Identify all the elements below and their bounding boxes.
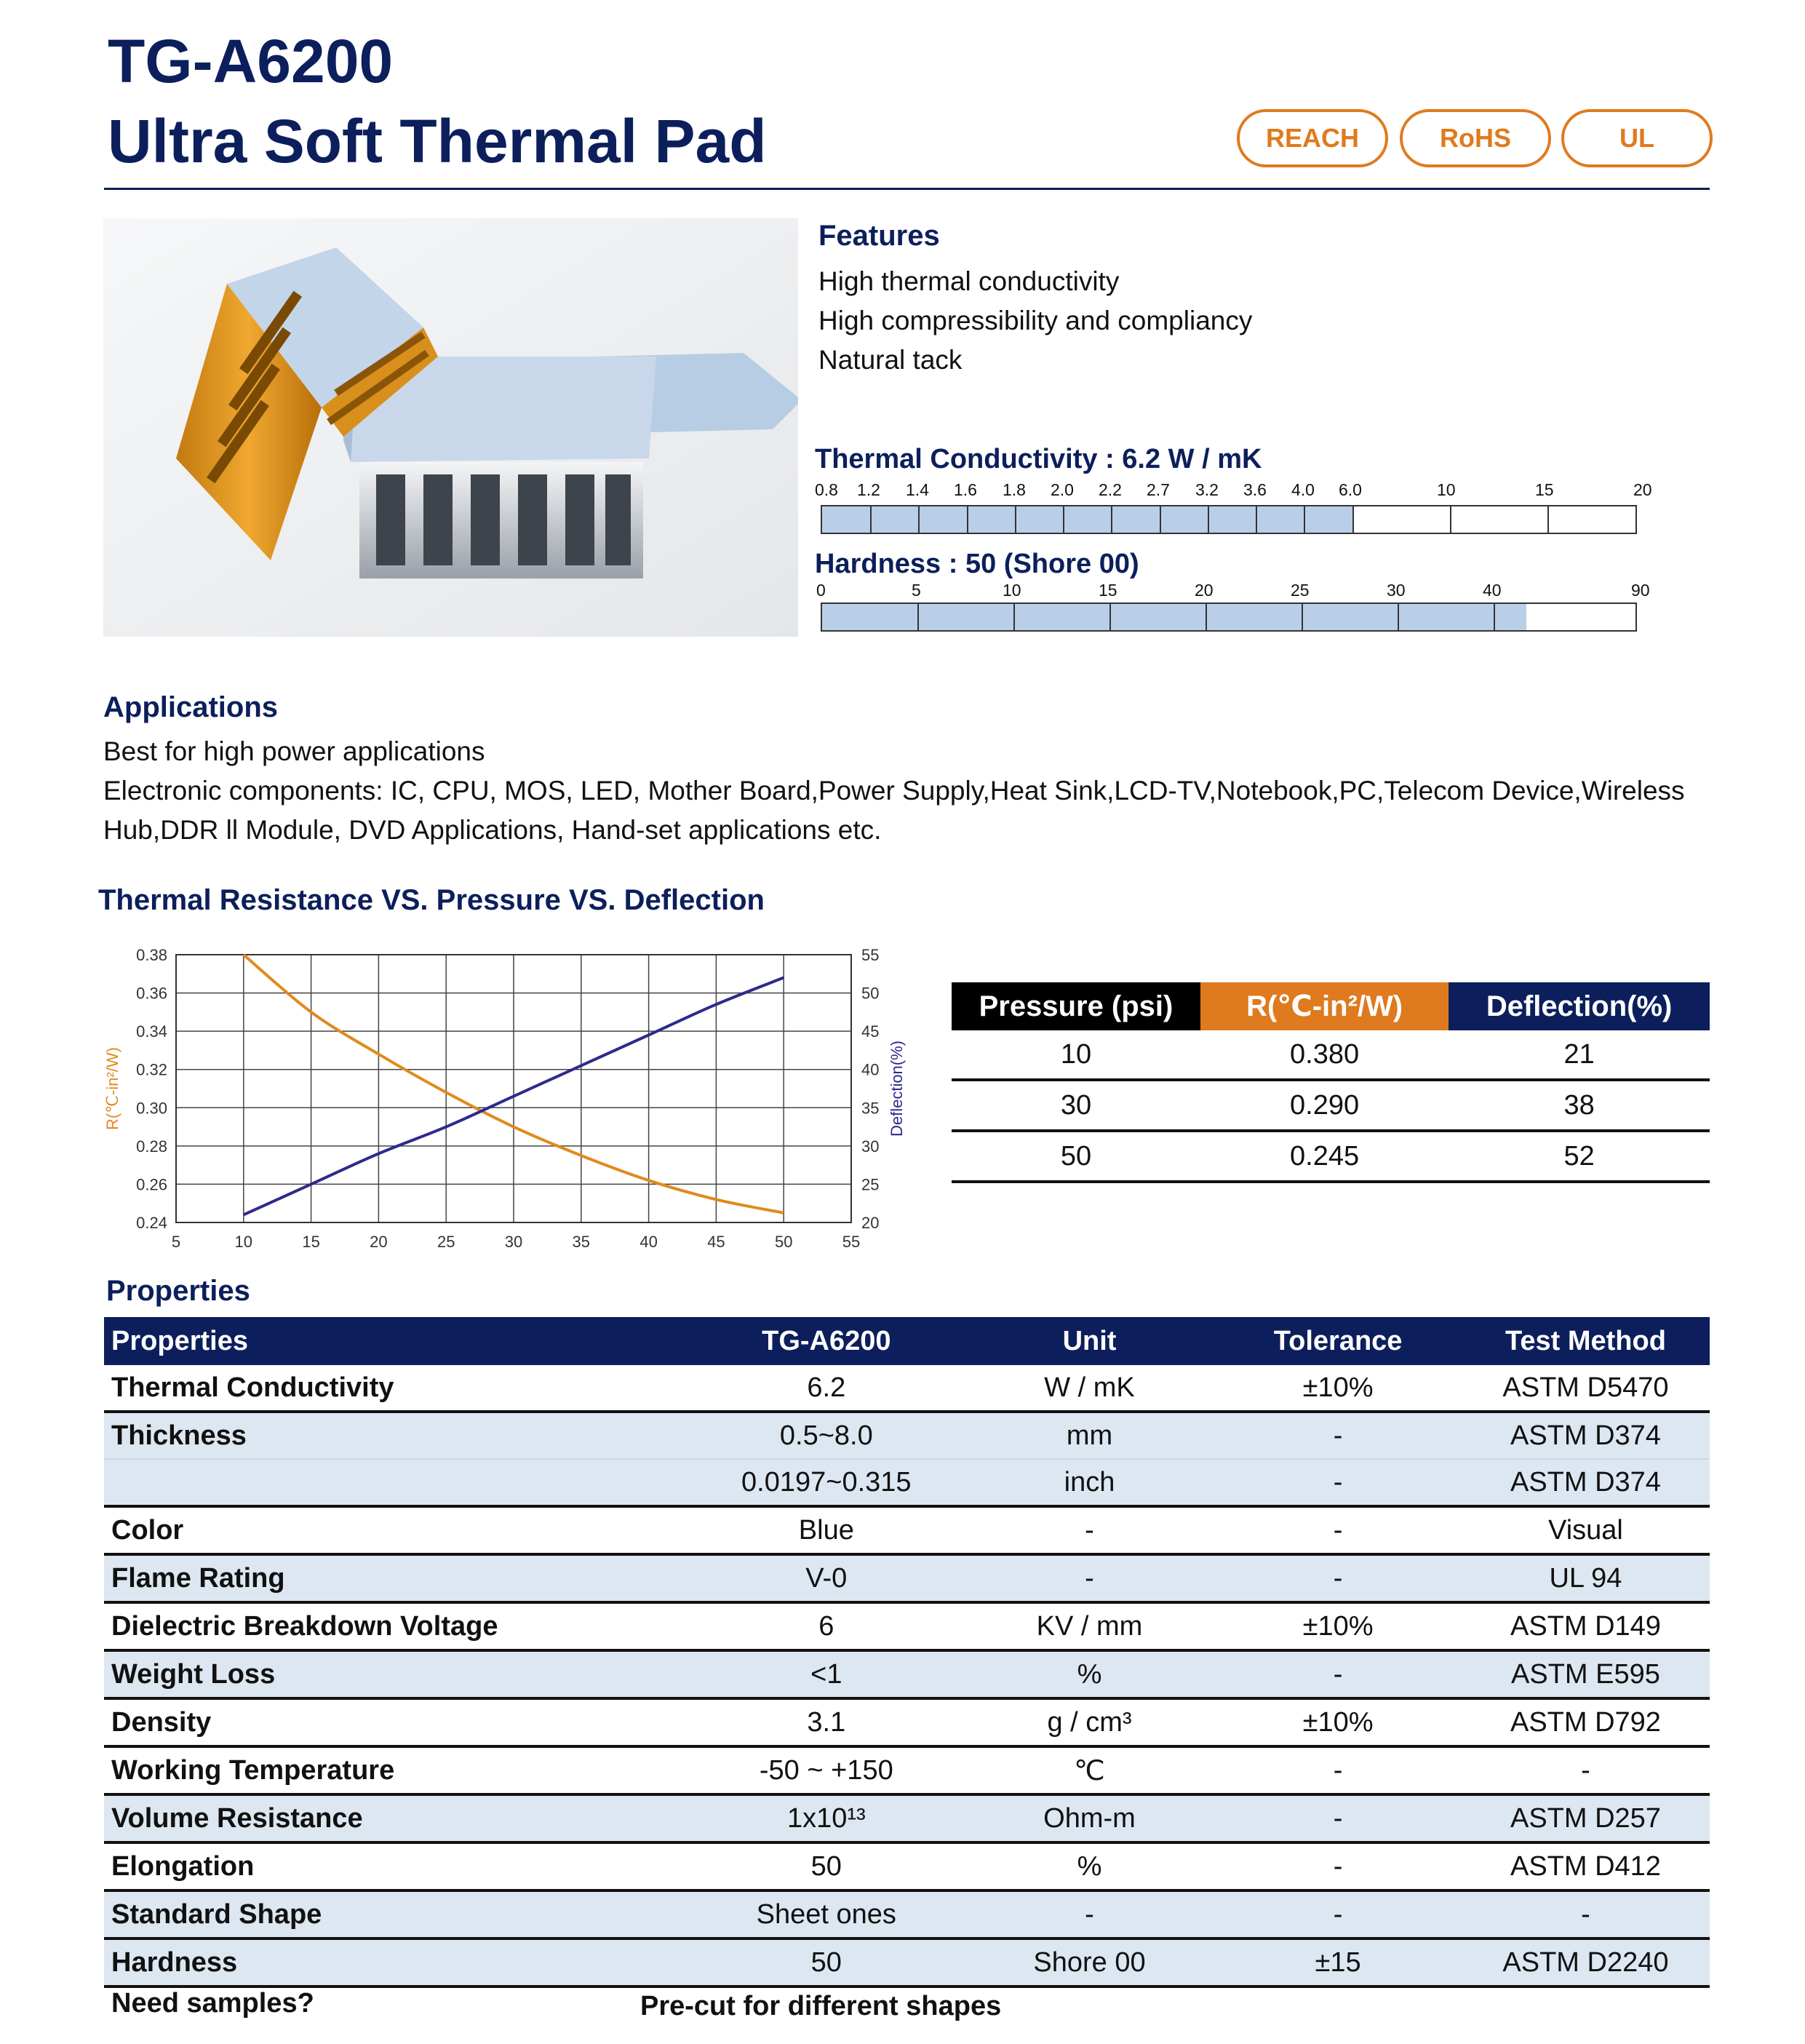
cert-badge-reach: REACH bbox=[1237, 109, 1388, 167]
properties-table bbox=[104, 1317, 1710, 1988]
property-unit: ℃ bbox=[965, 1746, 1215, 1794]
property-name: Weight Loss bbox=[104, 1650, 688, 1698]
property-unit: - bbox=[965, 1890, 1215, 1938]
scale-tick: 10 bbox=[1003, 581, 1021, 600]
applications-line: Best for high power applications bbox=[103, 736, 485, 766]
property-tolerance: ±10% bbox=[1214, 1365, 1462, 1412]
scale-tick: 90 bbox=[1631, 581, 1650, 600]
scale-tick: 1.2 bbox=[857, 480, 880, 499]
property-tolerance: - bbox=[1214, 1650, 1462, 1698]
property-name bbox=[104, 1459, 688, 1506]
property-test-method: Visual bbox=[1462, 1506, 1710, 1554]
cert-badge-rohs: RoHS bbox=[1400, 109, 1551, 167]
property-value: Sheet ones bbox=[688, 1890, 965, 1938]
chart-x-tick-label: 35 bbox=[572, 1233, 591, 1251]
property-name: Standard Shape bbox=[104, 1890, 688, 1938]
property-unit: inch bbox=[965, 1459, 1215, 1506]
chart-y-tick-label: 0.34 bbox=[136, 1022, 167, 1041]
col-header-resistance: R(℃-in²/W) bbox=[1200, 982, 1449, 1030]
table-row bbox=[104, 1794, 1710, 1842]
deflection-cell: 52 bbox=[1449, 1131, 1710, 1182]
col-header-unit: Unit bbox=[965, 1317, 1215, 1365]
property-tolerance: - bbox=[1214, 1890, 1462, 1938]
property-tolerance: - bbox=[1214, 1842, 1462, 1890]
hardness-scale-fill bbox=[822, 604, 1526, 630]
property-name: Volume Resistance bbox=[104, 1794, 688, 1842]
scale-tick: 4.0 bbox=[1291, 480, 1315, 499]
table-row bbox=[952, 1080, 1710, 1131]
scale-tick: 10 bbox=[1437, 480, 1456, 499]
table-row bbox=[104, 1698, 1710, 1746]
properties-table-header bbox=[104, 1317, 1710, 1365]
resistance-table-header bbox=[952, 982, 1710, 1030]
property-tolerance: ±10% bbox=[1214, 1602, 1462, 1650]
resistance-deflection-chart bbox=[95, 939, 939, 1252]
scale-tick: 0.8 bbox=[815, 480, 838, 499]
cert-badge-ul: UL bbox=[1561, 109, 1713, 167]
property-test-method: ASTM D2240 bbox=[1462, 1938, 1710, 1987]
col-header-test-method: Test Method bbox=[1462, 1317, 1710, 1365]
col-header-tolerance: Tolerance bbox=[1214, 1317, 1462, 1365]
chart-y-tick-label: 0.32 bbox=[136, 1060, 167, 1079]
chart-y-axis-label: R(℃-in²/W) bbox=[103, 1047, 121, 1130]
property-value: 0.5~8.0 bbox=[688, 1412, 965, 1459]
scale-tick: 40 bbox=[1483, 581, 1502, 600]
hardness-scale-bar bbox=[821, 603, 1637, 632]
resistance-cell: 0.380 bbox=[1200, 1030, 1449, 1080]
property-value: 6 bbox=[688, 1602, 965, 1650]
property-name: Thickness bbox=[104, 1412, 688, 1459]
property-value: V-0 bbox=[688, 1554, 965, 1602]
col-header-value: TG-A6200 bbox=[688, 1317, 965, 1365]
hardness-scale-ticks bbox=[815, 581, 1659, 603]
pressure-cell: 50 bbox=[952, 1131, 1200, 1182]
product-title: Ultra Soft Thermal Pad bbox=[108, 107, 767, 175]
property-unit: - bbox=[965, 1554, 1215, 1602]
resistance-cell: 0.290 bbox=[1200, 1080, 1449, 1131]
col-header-pressure: Pressure (psi) bbox=[952, 982, 1200, 1030]
property-value: 6.2 bbox=[688, 1365, 965, 1412]
scale-tick: 1.4 bbox=[906, 480, 929, 499]
property-test-method: ASTM D792 bbox=[1462, 1698, 1710, 1746]
chart-y-tick-label: 0.26 bbox=[136, 1175, 167, 1194]
property-test-method: ASTM D374 bbox=[1462, 1412, 1710, 1459]
table-row bbox=[952, 1131, 1710, 1182]
property-test-method: - bbox=[1462, 1890, 1710, 1938]
property-unit: Shore 00 bbox=[965, 1938, 1215, 1987]
chart-x-tick-label: 15 bbox=[302, 1233, 320, 1251]
chart-y2-tick-label: 20 bbox=[861, 1214, 880, 1232]
features-title: Features bbox=[818, 220, 940, 252]
property-tolerance: ±10% bbox=[1214, 1698, 1462, 1746]
property-name: Hardness bbox=[104, 1938, 688, 1987]
chart-y-tick-label: 0.24 bbox=[136, 1214, 167, 1232]
scale-tick: 5 bbox=[912, 581, 921, 600]
conductivity-scale-bar bbox=[821, 505, 1637, 534]
product-photo bbox=[103, 218, 798, 637]
scale-tick: 15 bbox=[1535, 480, 1554, 499]
property-test-method: ASTM E595 bbox=[1462, 1650, 1710, 1698]
pressure-cell: 10 bbox=[952, 1030, 1200, 1080]
property-value: 3.1 bbox=[688, 1698, 965, 1746]
feature-item: Natural tack bbox=[818, 345, 963, 375]
chart-x-tick-label: 10 bbox=[234, 1233, 253, 1251]
property-tolerance: - bbox=[1214, 1459, 1462, 1506]
property-name: Dielectric Breakdown Voltage bbox=[104, 1602, 688, 1650]
scale-tick: 1.6 bbox=[954, 480, 977, 499]
property-name: Flame Rating bbox=[104, 1554, 688, 1602]
chart-y2-tick-label: 55 bbox=[861, 946, 880, 964]
chart-x-tick-label: 50 bbox=[774, 1233, 793, 1251]
chart-x-tick-label: 55 bbox=[842, 1233, 861, 1251]
scale-tick: 3.6 bbox=[1243, 480, 1267, 499]
property-value: -50 ~ +150 bbox=[688, 1746, 965, 1794]
samples-note: Pre-cut for different shapes bbox=[640, 1991, 1002, 2021]
property-tolerance: - bbox=[1214, 1554, 1462, 1602]
applications-title: Applications bbox=[103, 691, 279, 723]
property-name: Thermal Conductivity bbox=[104, 1365, 688, 1412]
property-test-method: ASTM D149 bbox=[1462, 1602, 1710, 1650]
table-row bbox=[104, 1650, 1710, 1698]
table-row bbox=[104, 1412, 1710, 1459]
scale-tick: 15 bbox=[1099, 581, 1117, 600]
chart-x-tick-label: 5 bbox=[171, 1233, 181, 1251]
property-unit: % bbox=[965, 1650, 1215, 1698]
scale-tick: 0 bbox=[816, 581, 826, 600]
property-unit: g / cm³ bbox=[965, 1698, 1215, 1746]
chart-y-tick-label: 0.36 bbox=[136, 984, 167, 1003]
chart-x-tick-label: 25 bbox=[437, 1233, 455, 1251]
table-row bbox=[104, 1365, 1710, 1412]
property-value: 1x10¹³ bbox=[688, 1794, 965, 1842]
pressure-cell: 30 bbox=[952, 1080, 1200, 1131]
scale-tick: 2.2 bbox=[1099, 480, 1122, 499]
property-test-method: ASTM D374 bbox=[1462, 1459, 1710, 1506]
chart-x-tick-label: 45 bbox=[707, 1233, 725, 1251]
property-test-method: UL 94 bbox=[1462, 1554, 1710, 1602]
property-value: Blue bbox=[688, 1506, 965, 1554]
property-value: <1 bbox=[688, 1650, 965, 1698]
table-row bbox=[104, 1554, 1710, 1602]
deflection-cell: 21 bbox=[1449, 1030, 1710, 1080]
properties-title: Properties bbox=[106, 1275, 250, 1307]
scale-tick: 25 bbox=[1291, 581, 1310, 600]
conductivity-scale-title: Thermal Conductivity : 6.2 W / mK bbox=[815, 444, 1262, 474]
table-row bbox=[104, 1890, 1710, 1938]
chart-y2-tick-label: 50 bbox=[861, 984, 880, 1003]
samples-label: Need samples? bbox=[111, 1988, 314, 2019]
property-tolerance: - bbox=[1214, 1412, 1462, 1459]
table-row bbox=[104, 1506, 1710, 1554]
feature-item: High compressibility and compliancy bbox=[818, 306, 1253, 335]
table-row bbox=[104, 1459, 1710, 1506]
chart-y-tick-label: 0.30 bbox=[136, 1099, 167, 1118]
property-value: 50 bbox=[688, 1938, 965, 1987]
property-tolerance: ±15 bbox=[1214, 1938, 1462, 1987]
resistance-cell: 0.245 bbox=[1200, 1131, 1449, 1182]
table-row bbox=[104, 1938, 1710, 1987]
property-unit: Ohm-m bbox=[965, 1794, 1215, 1842]
conductivity-scale-fill bbox=[822, 506, 1353, 533]
deflection-cell: 38 bbox=[1449, 1080, 1710, 1131]
table-row bbox=[952, 1030, 1710, 1080]
chart-section-title: Thermal Resistance VS. Pressure VS. Deflection bbox=[98, 884, 765, 916]
hardness-scale-title: Hardness : 50 (Shore 00) bbox=[815, 549, 1139, 579]
property-unit: % bbox=[965, 1842, 1215, 1890]
chart-y2-tick-label: 40 bbox=[861, 1060, 880, 1079]
property-test-method: ASTM D412 bbox=[1462, 1842, 1710, 1890]
applications-line: Hub,DDR ll Module, DVD Applications, Hand-set applications etc. bbox=[103, 815, 882, 845]
property-name: Working Temperature bbox=[104, 1746, 688, 1794]
table-row bbox=[104, 1842, 1710, 1890]
chart-x-tick-label: 20 bbox=[370, 1233, 388, 1251]
chart-y2-tick-label: 25 bbox=[861, 1175, 880, 1194]
property-value: 50 bbox=[688, 1842, 965, 1890]
scale-tick: 6.0 bbox=[1339, 480, 1362, 499]
scale-tick: 2.7 bbox=[1147, 480, 1170, 499]
scale-tick: 3.2 bbox=[1195, 480, 1219, 499]
header-divider bbox=[104, 188, 1710, 190]
chart-y2-tick-label: 35 bbox=[861, 1099, 880, 1118]
scale-tick: 2.0 bbox=[1051, 480, 1074, 499]
property-tolerance: - bbox=[1214, 1506, 1462, 1554]
col-header-deflection: Deflection(%) bbox=[1449, 982, 1710, 1030]
chart-x-tick-label: 40 bbox=[639, 1233, 658, 1251]
chart-y-tick-label: 0.28 bbox=[136, 1137, 167, 1156]
property-unit: - bbox=[965, 1506, 1215, 1554]
resistance-table bbox=[952, 982, 1710, 1183]
applications-line: Electronic components: IC, CPU, MOS, LED, Mother Board,Power Supply,Heat Sink,LCD-TV,Notebook,PC,Telecom Device,Wireless bbox=[103, 776, 1685, 806]
table-row bbox=[104, 1746, 1710, 1794]
scale-tick: 1.8 bbox=[1003, 480, 1026, 499]
chart-y2-tick-label: 45 bbox=[861, 1022, 880, 1041]
property-unit: W / mK bbox=[965, 1365, 1215, 1412]
property-name: Elongation bbox=[104, 1842, 688, 1890]
scale-tick: 20 bbox=[1633, 480, 1652, 499]
property-test-method: - bbox=[1462, 1746, 1710, 1794]
chart-y-tick-label: 0.38 bbox=[136, 946, 167, 964]
chart-y2-tick-label: 30 bbox=[861, 1137, 880, 1156]
chart-x-tick-label: 30 bbox=[504, 1233, 523, 1251]
feature-item: High thermal conductivity bbox=[818, 266, 1120, 296]
scale-tick: 30 bbox=[1387, 581, 1406, 600]
chart-y2-axis-label: Deflection(%) bbox=[888, 1040, 906, 1137]
property-test-method: ASTM D5470 bbox=[1462, 1365, 1710, 1412]
property-unit: mm bbox=[965, 1412, 1215, 1459]
table-row bbox=[104, 1602, 1710, 1650]
scale-tick: 20 bbox=[1195, 581, 1214, 600]
col-header-property: Properties bbox=[104, 1317, 688, 1365]
property-tolerance: - bbox=[1214, 1746, 1462, 1794]
model-title: TG-A6200 bbox=[108, 27, 394, 95]
property-unit: KV / mm bbox=[965, 1602, 1215, 1650]
property-value: 0.0197~0.315 bbox=[688, 1459, 965, 1506]
property-name: Density bbox=[104, 1698, 688, 1746]
property-tolerance: - bbox=[1214, 1794, 1462, 1842]
conductivity-scale-ticks bbox=[815, 480, 1659, 502]
property-name: Color bbox=[104, 1506, 688, 1554]
property-test-method: ASTM D257 bbox=[1462, 1794, 1710, 1842]
